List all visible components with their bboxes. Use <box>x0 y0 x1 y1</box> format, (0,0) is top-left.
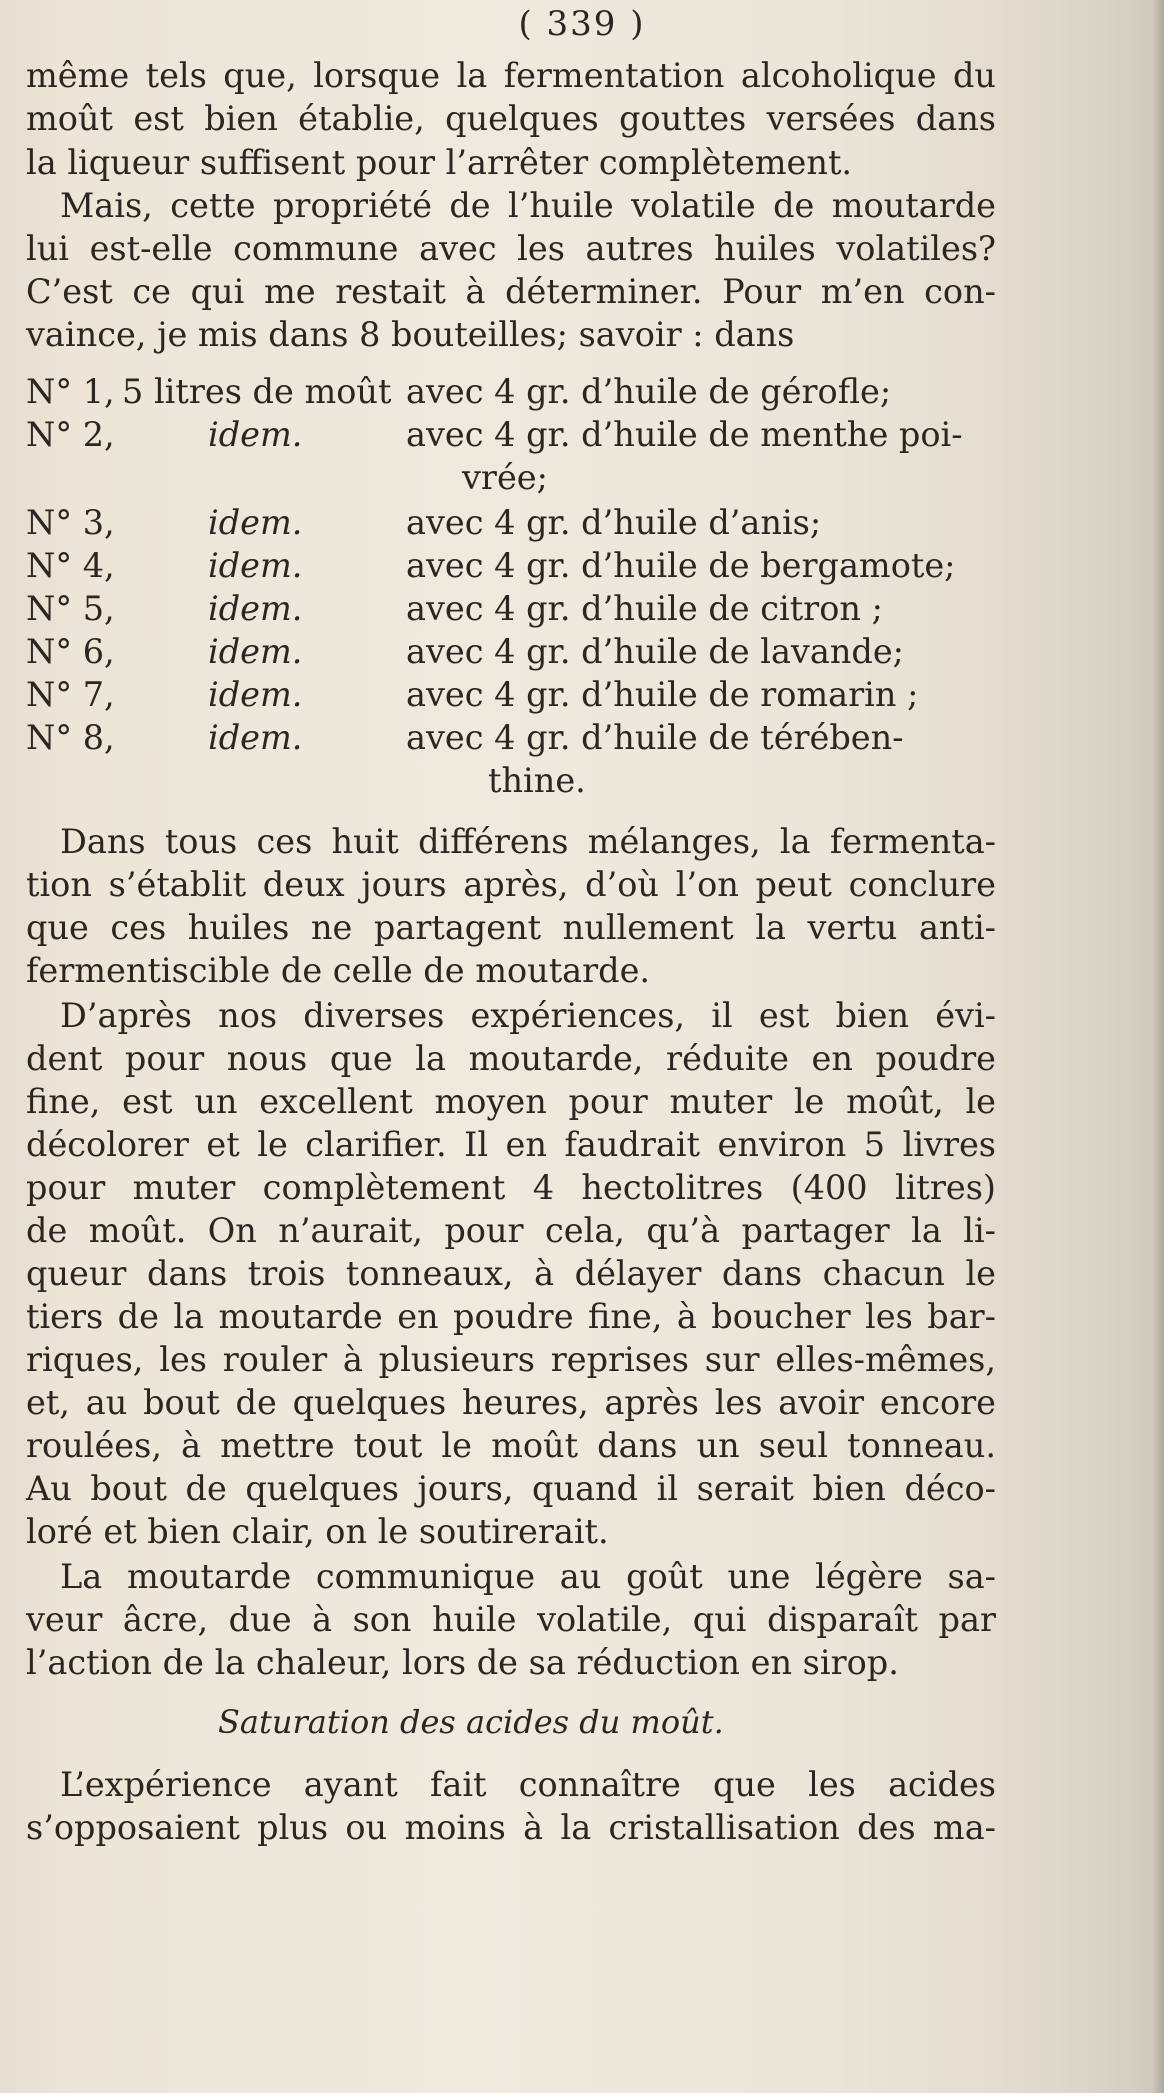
item-number: N° 8, <box>26 718 115 757</box>
list-item <box>26 546 1006 586</box>
item-idem: idem. <box>208 415 303 454</box>
item-number: N° 6, <box>26 632 115 671</box>
item-idem: idem. <box>208 718 303 757</box>
item-description: avec 4 gr. d’huile de citron ; <box>406 589 883 628</box>
text-line: Dans tous ces huit différens mélanges, la fermenta- <box>60 822 996 861</box>
text-line: la liqueur suffisent pour l’arrêter complètement. <box>26 143 853 182</box>
text-line: La moutarde communique au goût une légère sa- <box>60 1557 996 1596</box>
item-number: N° 3, <box>26 503 115 542</box>
text-line: s’opposaient plus ou moins à la cristallisation des ma- <box>26 1808 996 1847</box>
list-item <box>26 415 1006 455</box>
text-line: l’action de la chaleur, lors de sa réduction en sirop. <box>26 1643 899 1682</box>
item-idem: idem. <box>208 503 303 542</box>
text-line: lui est-elle commune avec les autres huiles volatiles? <box>26 229 996 268</box>
item-description: avec 4 gr. d’huile de lavande; <box>406 632 904 671</box>
text-line: riques, les rouler à plusieurs reprises sur elles-mêmes, <box>26 1340 996 1379</box>
item-description: avec 4 gr. d’huile de gérofle; <box>406 372 892 411</box>
item-number: N° 5, <box>26 589 115 628</box>
section-heading: Saturation des acides du moût. <box>218 1703 724 1741</box>
item-idem: idem. <box>208 675 303 714</box>
item-description: avec 4 gr. d’huile d’anis; <box>406 503 822 542</box>
text-line: roulées, à mettre tout le moût dans un seul tonneau. <box>26 1426 996 1465</box>
list-item <box>26 589 1006 629</box>
text-line: C’est ce qui me restait à déterminer. Pour m’en con- <box>26 272 996 311</box>
item-quantity: 5 litres de moût <box>122 372 392 411</box>
item-description: avec 4 gr. d’huile de térében- <box>406 718 904 757</box>
text-line: fermentiscible de celle de moutarde. <box>26 951 651 990</box>
text-line: Mais, cette propriété de l’huile volatile de moutarde <box>60 186 996 225</box>
text-line: et, au bout de quelques heures, après les avoir encore <box>26 1383 996 1422</box>
text-line: D’après nos diverses expériences, il est bien évi- <box>60 996 996 1035</box>
list-item <box>26 632 1006 672</box>
item-number: N° 4, <box>26 546 115 585</box>
list-item <box>26 372 1006 412</box>
item-idem: idem. <box>208 632 303 671</box>
page-edge-shadow <box>1152 0 1164 2093</box>
page-number: ( 339 ) <box>518 4 646 44</box>
text-line: queur dans trois tonneaux, à délayer dans chacun le <box>26 1254 996 1293</box>
item-number: N° 2, <box>26 415 115 454</box>
item-number: N° 7, <box>26 675 115 714</box>
text-line: tion s’établit deux jours après, d’où l’on peut conclure <box>26 865 996 904</box>
item-continuation: vrée; <box>462 458 548 497</box>
list-item <box>26 718 1006 758</box>
item-idem: idem. <box>208 546 303 585</box>
text-line: veur âcre, due à son huile volatile, qui disparaît par <box>26 1600 996 1639</box>
text-line: moût est bien établie, quelques gouttes versées dans <box>26 99 996 138</box>
text-line: même tels que, lorsque la fermentation alcoholique du <box>26 56 996 95</box>
text-line: loré et bien clair, on le soutirerait. <box>26 1512 609 1551</box>
text-line: vaince, je mis dans 8 bouteilles; savoir : dans <box>26 315 795 354</box>
text-line: tiers de la moutarde en poudre fine, à boucher les bar- <box>26 1297 996 1336</box>
text-line: que ces huiles ne partagent nullement la vertu anti- <box>26 908 996 947</box>
text-line: décolorer et le clarifier. Il en faudrait environ 5 livres <box>26 1125 996 1164</box>
item-continuation: thine. <box>488 761 586 800</box>
item-idem: idem. <box>208 589 303 628</box>
text-line: Au bout de quelques jours, quand il serait bien déco- <box>26 1469 996 1508</box>
item-description: avec 4 gr. d’huile de romarin ; <box>406 675 919 714</box>
item-description: avec 4 gr. d’huile de bergamote; <box>406 546 956 585</box>
list-item <box>26 503 1006 543</box>
text-line: dent pour nous que la moutarde, réduite en poudre <box>26 1039 996 1078</box>
text-line: L’expérience ayant fait connaître que les acides <box>60 1765 996 1804</box>
item-number: N° 1, <box>26 372 115 411</box>
text-line: fine, est un excellent moyen pour muter le moût, le <box>26 1082 996 1121</box>
item-description: avec 4 gr. d’huile de menthe poi- <box>406 415 963 454</box>
text-line: pour muter complètement 4 hectolitres (400 litres) <box>26 1168 996 1207</box>
list-item <box>26 675 1006 715</box>
text-line: de moût. On n’aurait, pour cela, qu’à partager la li- <box>26 1211 996 1250</box>
